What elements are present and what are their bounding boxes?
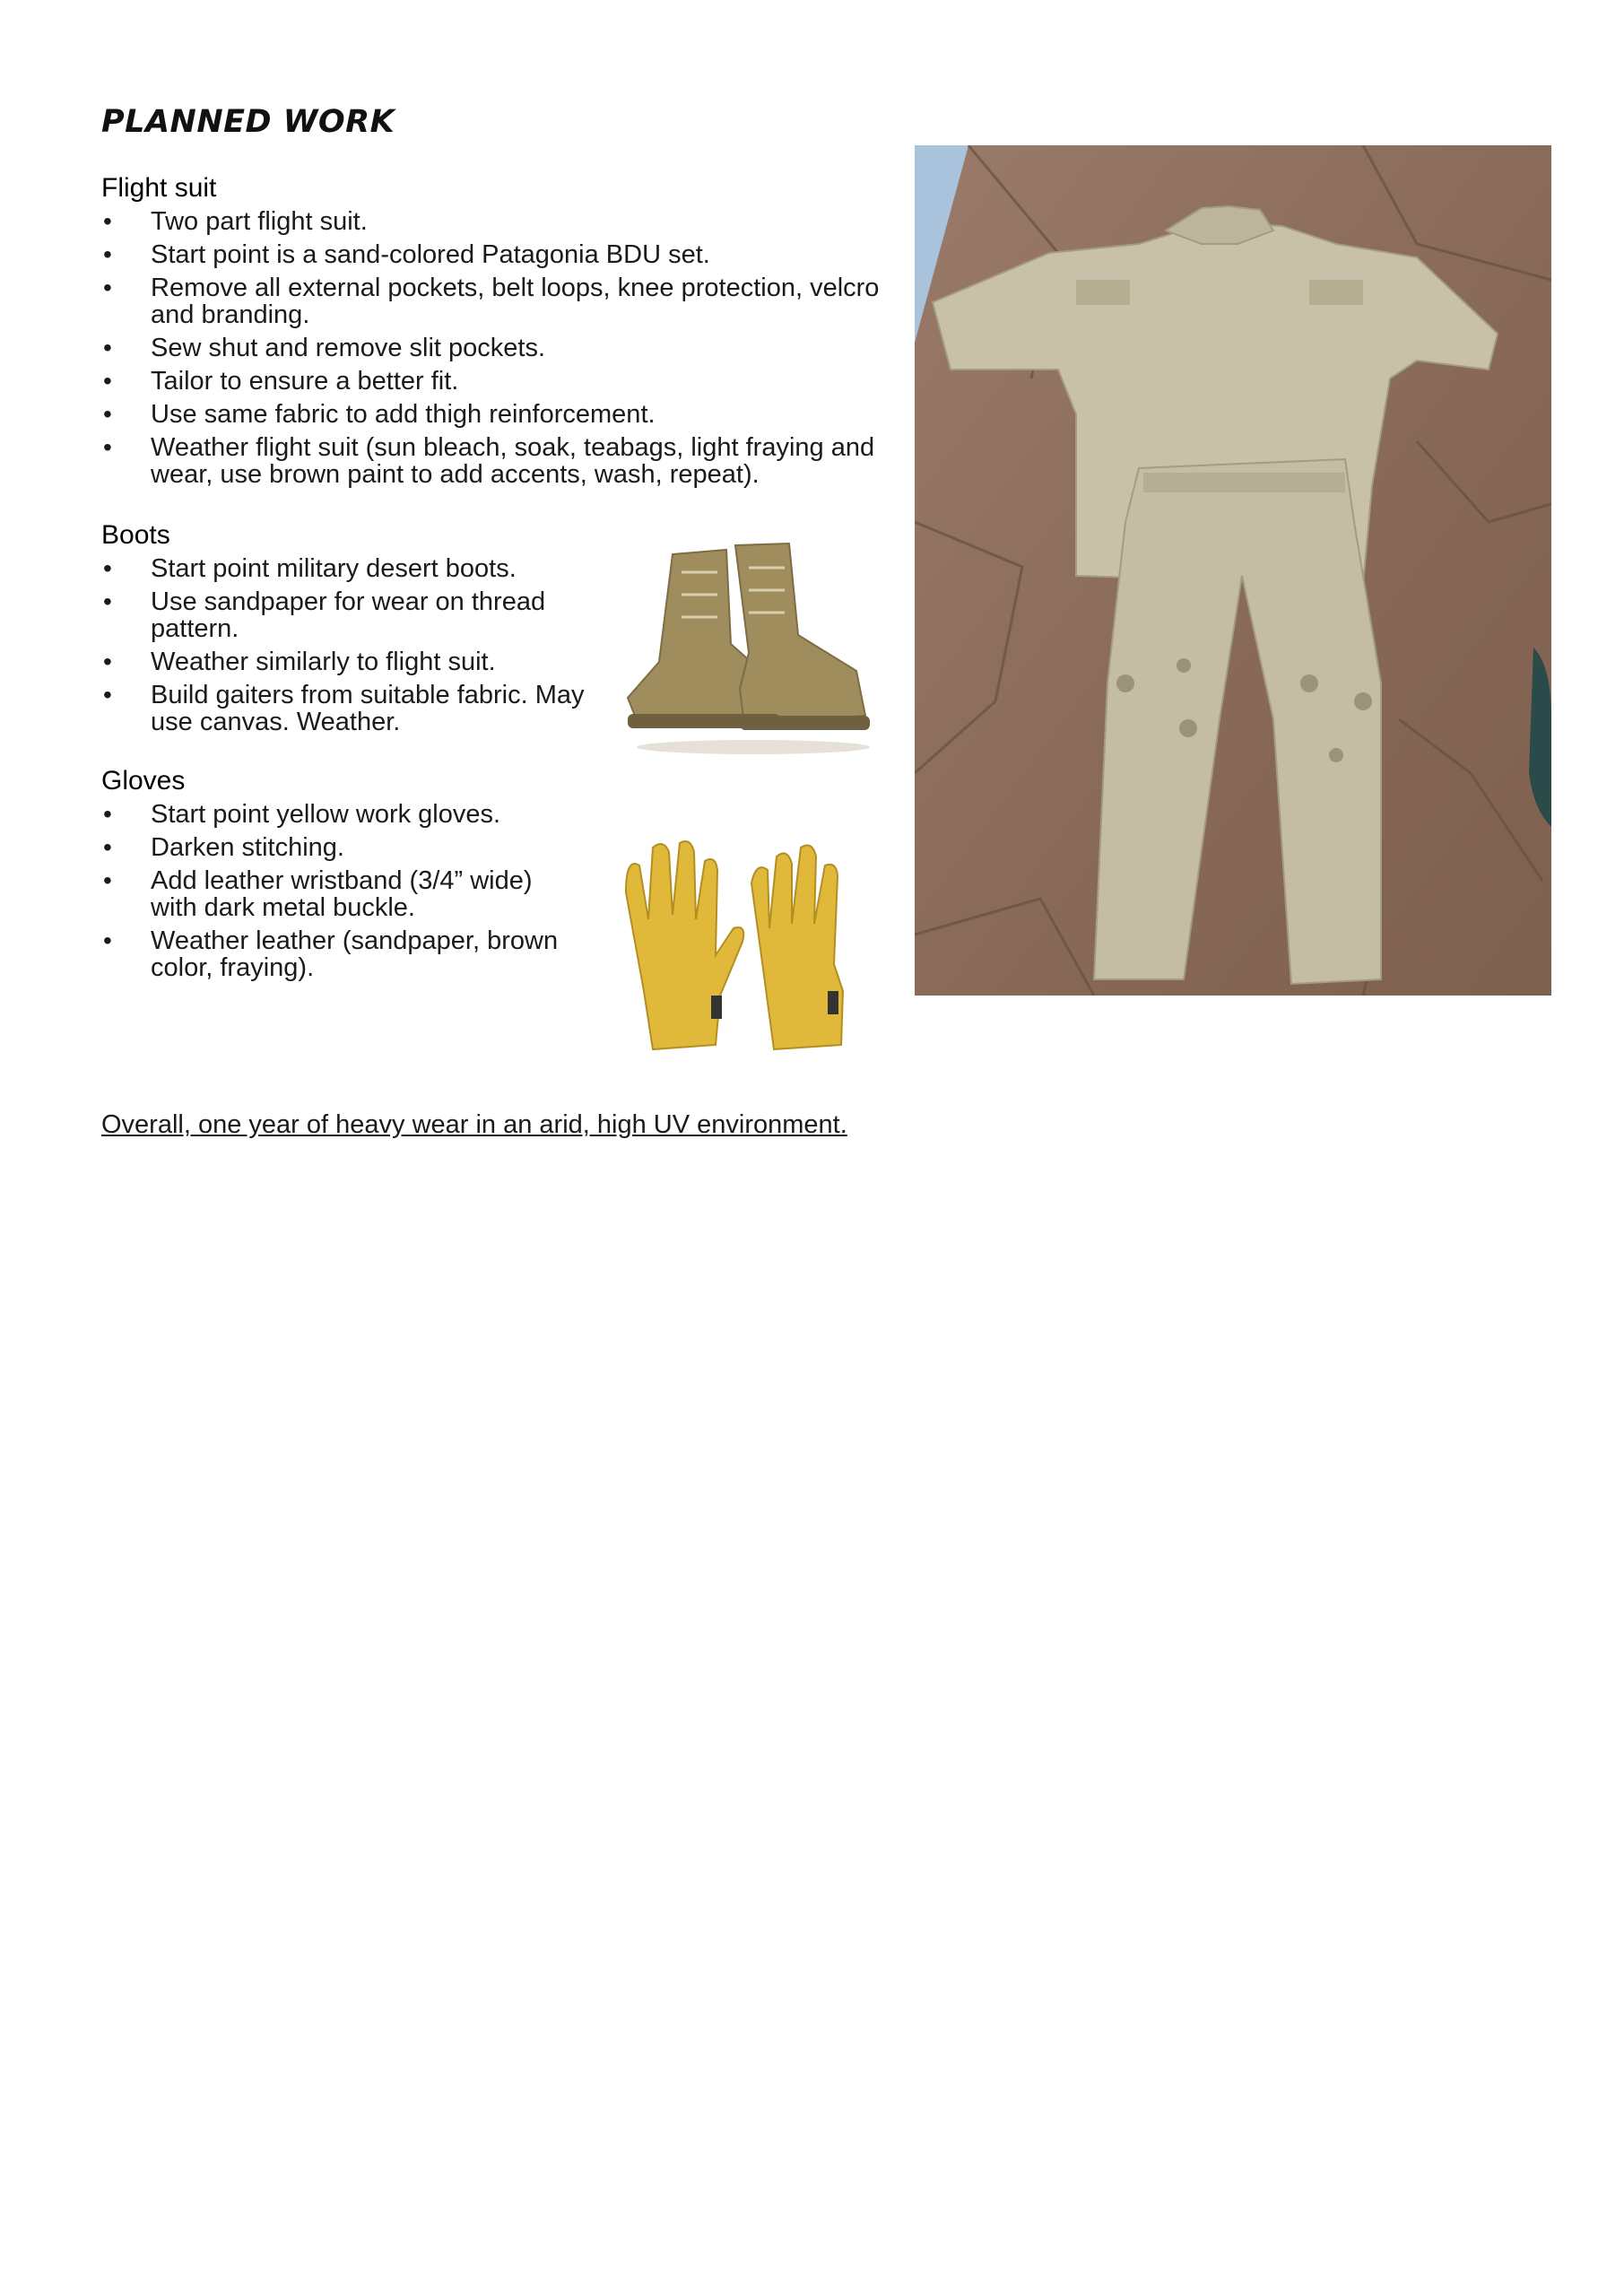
list-item: • Remove all external pockets, belt loops, knee protection, velcro and branding. [101, 274, 890, 328]
list-item: • Add leather wristband (3/4” wide) with dark metal buckle. [101, 867, 586, 921]
list-item: • Tailor to ensure a better fit. [101, 368, 890, 395]
list-item: • Start point yellow work gloves. [101, 801, 586, 828]
list-item: • Weather similarly to flight suit. [101, 648, 586, 675]
section-heading-boots: Boots [101, 520, 170, 550]
list-item: • Start point is a sand-colored Patagonia BDU set. [101, 241, 890, 268]
list-item: • Weather leather (sandpaper, brown color, fraying). [101, 927, 586, 981]
list-item: • Darken stitching. [101, 834, 586, 861]
boots-list [101, 555, 586, 742]
list-item: • Use same fabric to add thigh reinforcement. [101, 401, 890, 428]
list-item: • Use sandpaper for wear on thread pattern. [101, 588, 586, 642]
flight-suit-list [101, 208, 890, 494]
list-item: • Sew shut and remove slit pockets. [101, 335, 890, 361]
gloves-list [101, 801, 586, 987]
flight-suit-photo [915, 145, 1551, 996]
work-gloves-photo [599, 830, 877, 1058]
list-item: • Start point military desert boots. [101, 555, 586, 582]
list-item: • Weather flight suit (sun bleach, soak, teabags, light fraying and wear, use brown paint to add accents, wash, repeat). [101, 434, 890, 488]
desert-boots-photo [619, 536, 888, 761]
page-title: PLANNED WORK [101, 104, 395, 140]
list-item: • Two part flight suit. [101, 208, 890, 235]
summary-note: Overall, one year of heavy wear in an arid, high UV environment. [101, 1110, 847, 1139]
section-heading-gloves: Gloves [101, 766, 186, 796]
list-item: • Build gaiters from suitable fabric. May use canvas. Weather. [101, 682, 586, 735]
section-heading-flight-suit: Flight suit [101, 173, 217, 203]
